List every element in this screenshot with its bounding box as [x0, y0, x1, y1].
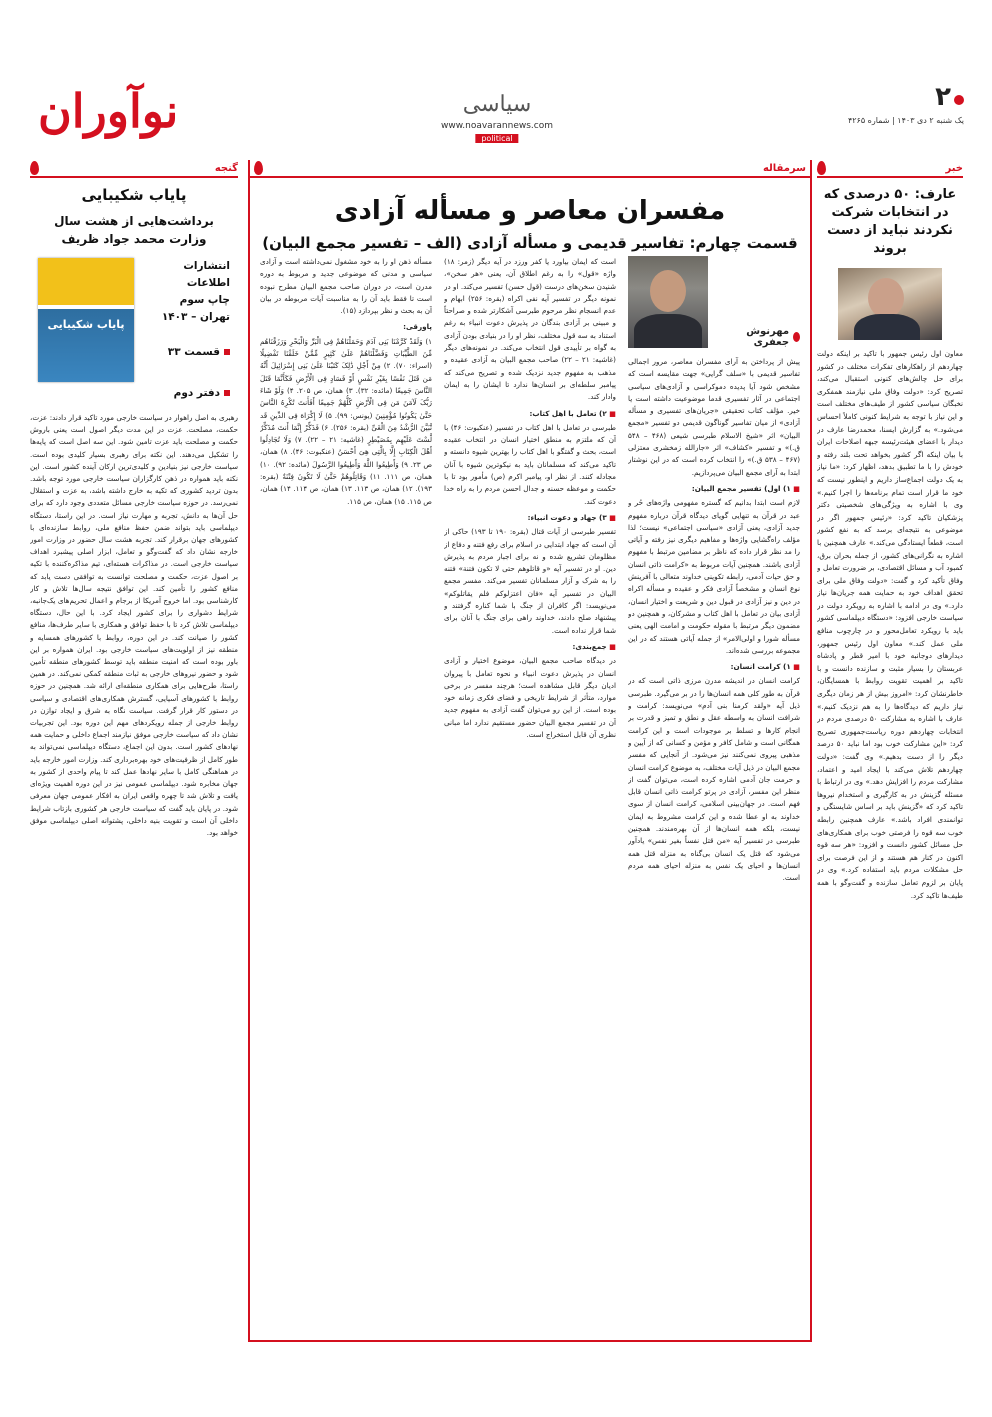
drop-icon [254, 161, 263, 175]
article-column-2 [444, 256, 616, 1330]
section-title: سیاسی [462, 92, 532, 117]
subheading [444, 641, 616, 653]
square-bullet-icon [224, 349, 230, 355]
bullet-icon: ■ [606, 641, 616, 651]
ganjeh-body: رهبری به اصل راهوار در سیاست خارجی مورد تاکید قرار دادند: عزت، حکمت، مصلحت. عزت در این مدت دیگر اصول است یعنی باروش حکمت و مصلحت باید عزت تامین شود. این سه اصل است که پایه‌ها را تشکیل می‌دهند. این نکته برای رهبری بسیار کلیدی بوده است. سیاست خارجی نیز بنیادین و کلیدی‌ترین ارکان آینده کشور است. این نکته باید همواره در ذهن کارگزاران سیاست خارجی مورد توجه باشد. بدون تردید کشوری که تکیه به خارج داشته باشد، به عزت و استقلال نمی‌رسد. در حوزه سیاست خارجی مسائل متعددی وجود دارد که برای حل آن‌ها به دانش، تجربه و مهارت نیاز است. در این راستا، دستگاه دیپلماسی باید بتواند ضمن حفظ منافع ملی، روابط سازنده‌ای با کشورهای جهان برقرار کند. تجربه هشت سال حضور در وزارت امور خارجه نشان داد که گفت‌وگو و تعامل، ابزار اصلی پیشبرد اهداف سیاست خارجی است. در مذاکرات هسته‌ای، تیم مذاکره‌کننده با تکیه بر اصول عزت، حکمت و مصلحت توانست به توافقی دست یابد که منافع کشور را تأمین کند. این توافق نتیجه سال‌ها تلاش و کار کارشناسی بود. اما خروج آمریکا از برجام و اعمال تحریم‌های یک‌جانبه، شرایط دشواری را برای کشور ایجاد کرد. با این حال، دستگاه دیپلماسی تلاش کرد تا با حفظ توافق و همکاری با سایر طرف‌ها، منافع کشور را صیانت کند. در این دوره، روابط با کشورهای همسایه و منطقه نیز از اولویت‌های سیاست خارجی بود. ایران همواره بر این باور بوده است که امنیت منطقه باید توسط کشورهای منطقه تأمین شود و حضور نیروهای خارجی به ثبات منطقه کمکی نمی‌کند. در همین راستا، طرح‌هایی برای همکاری منطقه‌ای ارائه شد. همچنین در حوزه روابط با کشورهای آسیایی، گسترش همکاری‌های اقتصادی و سیاسی در دستور کار قرار گرفت. سیاست نگاه به شرق و ایجاد توازن در روابط خارجی از جمله رویکردهای مهم این دوره بود. این تجربیات نشان داد که سیاست خارجی موفق نیازمند اجماع داخلی و حمایت همه نهادهای کشور است. بدون این اجماع، دستگاه دیپلماسی نمی‌تواند به طور کامل از ظرفیت‌های خود بهره‌برداری کند. وزارت امور خارجه باید در هماهنگی کامل با سایر نهادها عمل کند تا پیام واحدی از کشور به جهان مخابره شود. دیپلماسی عمومی نیز در این دوره اهمیت ویژه‌ای یافت و تلاش شد تا چهره واقعی ایران به افکار عمومی جهان معرفی شود. در پایان باید گفت که سیاست خارجی هر کشوری بازتاب شرایط داخلی آن است و تقویت بنیه داخلی، پشتوانه اصلی دیپلماسی موفق خواهد بود. [30, 413, 238, 837]
red-dot-icon [954, 95, 964, 105]
news-body: معاون اول رئیس جمهور با تاکید بر اینکه دولت چهاردهم از راهکارهای تفکرات مختلف در کشور برای حل چالش‌های کنونی استقبال می‌کند، تصریح کرد: «دولت وفاق ملی نیازمند همفکری نخبگان سیاسی کشور از طیف‌های مختلف است و این نیاز با توجه به شرایط کنونی کاملاً احساس می‌شود.» به گزارش ایسنا، محمدرضا عارف در دیدار با اعضای هیئت‌رئیسه جبهه اصلاحات ایران با بیان اینکه اگر کشور بخواهد تحت بلند رفته و خودش را با ما تطبیق بدهد، اظهار کرد: «ما نیاز به یک دولت اجماع‌ساز داریم و اینطور نیست که خود ما قرار است تمام برنامه‌ها را اجرا کنیم.» وی با اشاره به ویژگی‌های شخصیتی دکتر پزشکیان تاکید کرد: «رئیس جمهور اگر در موضوعی به نتیجه‌ای برسد که به نفع کشور است، قطعاً ایستادگی می‌کند.» عارف همچنین با اشاره به نگرانی‌های کشور، از جمله بحران برق، کمبود آب و مسائل اقتصادی، بر ضرورت تعامل و وفاق تأکید کرد و گفت: «دولت وفاق ملی برای تحقق اهداف خود به حمایت همه جریان‌ها نیاز دارد.» وی در ادامه با اشاره به رویکرد دولت در سیاست خارجی افزود: «دستگاه دیپلماسی کشور باید با رویکرد تعامل‌محور و در چارچوب منافع ملی عمل کند.» معاون اول رئیس جمهور، دیدارهای دوجانبه خود با امیر قطر و پادشاه عربستان را بسیار مثبت و سازنده دانست و با تاکید بر اهمیت تقویت روابط با همسایگان، خاطرنشان کرد: «امروز بیش از هر زمان دیگری نیاز داریم که دیدگاه‌ها را به هم نزدیک کنیم.» عارف با اشاره به مشارکت ۵۰ درصدی مردم در انتخابات چهاردهم دوره ریاست‌جمهوری تصریح کرد: «این مشارکت خوب بود اما نباید ۵۰ درصد دیگر را از دست بدهیم.» وی گفت: «دولت چهاردهم تلاش می‌کند با ایجاد امید و اعتماد، مشارکت مردم را افزایش دهد.» وی در ارتباط با مسئله گزینش در به کارگیری و استخدام نیروها تاکید کرد که «گزینش باید بر اساس شایستگی و توانمندی افراد باشد.» عارف همچنین رابطه خوب سه قوه را فرصتی خوب برای همکاری‌های حل مسائل کشور دانست و افزود: «هر سه قوه اکنون در کنار هم هستند و از این فرصت برای حل مشکلات مردم باید استفاده کرد.» وی در پایان بر لزوم تعامل سازنده و گفت‌وگو با همه طیف‌ها تاکید کرد. [817, 349, 963, 900]
dateline: یک شنبه ۲ دی ۱۴۰۳ | شماره ۴۲۶۵ [847, 116, 964, 125]
news-headline: عارف: ۵۰ درصدی که در انتخابات شرکت نکردند نباید از دست بروند [823, 187, 957, 256]
book-cover-title: پایاب شکیبایی [47, 318, 125, 331]
part-label [142, 344, 230, 361]
square-bullet-icon [224, 390, 230, 396]
author-name-text: مهرنوش جعفری [746, 326, 790, 348]
author-name [708, 326, 800, 348]
subheading [444, 512, 616, 524]
subheading [444, 408, 616, 420]
subheading-text: ۳) جهاد و دعوت انبیاء: [527, 512, 607, 522]
editorial-article [248, 160, 812, 1342]
part-text: قسمت ۳۳ [167, 346, 220, 358]
site-url[interactable]: www.noavarannews.com [441, 121, 553, 131]
publisher: انتشارات اطلاعات [183, 260, 230, 289]
author-body [634, 314, 702, 348]
footnotes: ۱) وَلَقَدْ کَرَّمْنَا بَنِی آدَمَ وَحَمَلْنَاهُمْ فِی الْبَرِّ وَالْبَحْرِ وَرَزَقْنَاهُم مِّنَ الطَّیِّبَاتِ وَفَضَّلْنَاهُمْ عَلَیٰ کَثِیرٍ مِّمَّنْ خَلَقْنَا تَفْضِیلًا (اسراء: ۷۰). ۲) مِنْ أَجْلِ ذَٰلِکَ کَتَبْنَا عَلَیٰ بَنِی إِسْرَائِیلَ أَنَّهُ مَن قَتَلَ نَفْسًا بِغَیْرِ نَفْسٍ أَوْ فَسَادٍ فِی الْأَرْضِ فَکَأَنَّمَا قَتَلَ النَّاسَ جَمِیعًا (مائده: ۳۲). ۳) همان، ص ۲۰۵. ۴) وَلَوْ شَاءَ رَبُّکَ لَآمَنَ مَن فِی الْأَرْضِ کُلُّهُمْ جَمِیعًا أَفَأَنتَ تُکْرِهُ النَّاسَ حَتَّیٰ یَکُونُوا مُؤْمِنِینَ (یونس: ۹۹). ۵) لَا إِکْرَاهَ فِی الدِّینِ قَد تَّبَیَّنَ الرُّشْدُ مِنَ الْغَیِّ (بقره: ۲۵۶). ۶) فَذَکِّرْ إِنَّمَا أَنتَ مُذَکِّرٌ لَّسْتَ عَلَیْهِم بِمُصَیْطِرٍ (غاشیه: ۲۱ – ۲۲). ۷) وَلَا تُجَادِلُوا أَهْلَ الْکِتَابِ إِلَّا بِالَّتِی هِیَ أَحْسَنُ (عنکبوت: ۴۶). ۸) همان، ص ۲۳. ۹) وَأَطِیعُوا اللَّهَ وَأَطِیعُوا الرَّسُولَ (مائده: ۹۲). ۱۰) همان، ص ۱۱۱. ۱۱) وَقَاتِلُوهُمْ حَتَّیٰ لَا تَکُونَ فِتْنَةٌ (بقره: ۱۹۳). ۱۲) همان، ص ۱۱۳. ۱۳) همان، ص ۱۱۴. ۱۴) همان، ص ۱۱۵. ۱۵) همان، ص ۱۱۵. [260, 336, 432, 506]
subheading-text: ۲) تعامل با اهل کتاب: [529, 408, 607, 418]
ganjeh-column [30, 160, 238, 1340]
news-tag [817, 160, 963, 178]
drop-icon [817, 161, 826, 175]
footnotes-heading: پاورقی: [403, 322, 432, 332]
article-paragraph: است که ایمان بیاورد یا کفر ورزد در آیه دیگر (زمر: ۱۸) واژه «قول» را به رغم اطلاق آن، یعنی «هر سخن»، شنیدن سخن‌های درست (قول حسن) تفسیر می‌کند. او در نمونه دیگر در تفسیر آیه نفی اکراه (بقره: ۲۵۶) ابهام و عدم انسجام نظر مرحوم طبرسی آشکارتر شده و صراحتاً و مبینی بر آزادی بندگان در پذیرش دعوت انبیاء به رغم استناد به سه قول مختلف، نظر او را در بنیادی بودن آزادی به گواه بر تأییدی قول انتخاب می‌کند. در نمونه‌های دیگر (غاشیه: ۲۱ – ۲۲) صاحب مجمع البیان به آزادی عقیده و مذهب به مفهوم جدید نزدیک شده و تصریح می‌کند که پیامبر سلطه‌ای بر انسان‌ها ندارد تا ایشان را به ایمان وادار کند. [444, 257, 616, 402]
portrait-body [854, 314, 920, 340]
book-info-row [38, 258, 230, 402]
subheading-text: جمع‌بندی: [572, 641, 607, 651]
article-intro: پیش از پرداختن به آرای مفسران معاصر، مرور اجمالی تفاسیر قدیمی با «سلف گرایی» جهت مقایسه است که مشخص شود آیا پدیده دموکراسی و آزادی‌های سیاسی اجتماعی در آثار تفسیری قدما موضوعیت داشته است یا خیر. مؤلف کتاب تحقیقی «جریان‌های تفسیری و مسأله آزادی» از میان تفاسیر گوناگون قدیمی دو تفسیر «مجمع البیان» اثر «شیخ الاسلام طبرسی شیعی (۴۶۸ – ۵۴۸ ق.)» و تفسیر «کشاف» اثر «جارالله زمخشری معتزلی (۴۶۷ – ۵۳۸ ق.)» را انتخاب کرده است که در این نوشتار ابتدا به آرای مجمع البیان می‌پردازیم. [628, 357, 800, 477]
article-tag-label: سرمقاله [762, 162, 806, 174]
article-paragraph: تفسیر طبرسی از آیات قتال (بقره: ۱۹۰ تا ۱۹۳) حاکی از آن است که جهاد ابتدایی در اسلام برای رفع فتنه و دفاع از مظلومان تشریع شده و نه برای اجبار مردم به پذیرش دین. او در تفسیر آیه «و قاتلوهم حتی لا تکون فتنة» فتنه را به شرک و آزار مسلمانان تفسیر می‌کند. مفسر مجمع البیان در تفسیر آیه «فان اعتزلوکم فلم یقاتلوکم» می‌نویسد: اگر کافران از جنگ با شما کناره گرفتند و پیشنهاد صلح دادند، خداوند راهی برای جنگ با آنان برای شما قرار نداده است. [444, 527, 616, 635]
drop-icon [30, 161, 39, 175]
article-subtitle: قسمت چهارم: تفاسیر قدیمی و مسأله آزادی (الف – تفسیر مجمع البیان) [262, 234, 798, 252]
author-face [650, 270, 686, 312]
subheading [628, 483, 800, 495]
article-paragraph: کرامت انسان در اندیشه مدرن مرزی ذاتی است که در قرآن به طور کلی همه انسان‌ها را در بر می‌گیرد. طبرسی ذیل آیه «ولقد کرمنا بنی آدم» می‌نویسد: کرامت و شرافت انسان به واسطه عقل و نطق و تمیز و قدرت بر انجام کارها و تسلط بر موجودات است و این کرامت همگانی است و شامل کافر و مؤمن و کسانی که از آیین و مذهبی پیروی نمی‌کنند نیز می‌شود. از آنجایی که مفسر مجمع البیان در ذیل آیات مختلف، به موضوع کرامت انسان و حرمت جان آدمی اشاره کرده است، می‌توان گفت از منظر این مفسر، آزادی در پرتو کرامت ذاتی انسان قابل فهم است. در جهان‌بینی اسلامی، کرامت انسان از سوی خداوند به او عطا شده و این کرامت مشروط به ایمان نیست، بلکه همه انسان‌ها از آن بهره‌مندند. همچنین طبرسی در تفسیر آیه «من قتل نفساً بغیر نفس» یادآور می‌شود که قتل یک انسان بی‌گناه به منزله قتل همه انسان‌ها و احیای یک نفس به منزله احیای همه مردم است. [628, 676, 800, 883]
drop-icon [793, 332, 800, 342]
news-tag-label: خبر [945, 162, 963, 174]
ganjeh-tag-label: گنجه [214, 162, 238, 174]
book-title: پایاب شکیبایی [81, 186, 187, 204]
author-box [628, 256, 800, 348]
bullet-icon: ■ [790, 662, 800, 672]
book-info [142, 258, 230, 402]
edition: چاپ سوم [179, 294, 230, 306]
bullet-icon: ■ [606, 408, 616, 418]
section-label [142, 385, 230, 402]
article-tag [250, 160, 810, 178]
article-columns [260, 256, 800, 1330]
article-column-1 [628, 256, 800, 1330]
news-photo [838, 268, 942, 340]
article-paragraph: مسأله ذهن او را به خود مشغول نمی‌داشته است و آزادی سیاسی و مدنی که موضوعی جدید و مربوط به دوره مدرن است، در دوران صاحب مجمع البیان مطرح نبوده است تا فقط باید آن را به مناسبت آیات مربوطه در بیان آن به بحث و نظر بپردازد (۱۵). [260, 257, 432, 316]
page-number: ۲ [935, 82, 964, 112]
article-paragraph: طبرسی در تعامل با اهل کتاب در تفسیر (عنکبوت: ۴۶) با آن که ملتزم به منطق اختیار انسان در انتخاب عقیده است، بحث و گفتگو با اهل کتاب را بهترین شیوه دانسته و تاکید می‌کند که مسلمانان باید به نیکوترین شیوه با آنان مجادله کنند. از نظر او، پیامبر اکرم (ص) مأمور بود تا با حکمت و موعظه حسنه و جدال احسن مردم را به راه خدا دعوت کند. [444, 422, 616, 506]
news-column [817, 160, 963, 1340]
portrait-face [868, 278, 904, 318]
bullet-icon: ■ [790, 483, 800, 493]
author-photo [628, 256, 708, 348]
article-paragraph: در دیدگاه صاحب مجمع البیان، موضوع اختیار و آزادی انسان در پذیرش دعوت انبیاء و نحوه تعامل با پیروان ادیان دیگر قابل مشاهده است؛ هرچند مفسر در برخی موارد، متأثر از شرایط تاریخی و فضای فکری زمانه خود بوده است. از این رو می‌توان گفت آزادی به مفهوم جدید آن در تفسیر مجمع البیان حضور مستقیم ندارد اما مبانی نظری آن قابل استخراج است. [444, 656, 616, 739]
masthead [30, 82, 964, 146]
article-paragraph: لازم است ابتدا بدانیم که گستره مفهومی واژه‌های حُر و عبد در قرآن به تنهایی گویای دیدگاه قرآن درباره مفهوم جدید آزادی، یعنی آزادی «سیاسی اجتماعی» نیست؛ لذا مؤلف راه‌گشایی واژه‌ها و مفاهیم دیگری نیز رفته و آیاتی را مد نظر قرار داده که ناظر بر مضامین مرتبط با مفهوم آزادی باشند. همچنین آیات مربوط به «کرامت ذاتی انسان و حق حیات آدمی، رابطه تکوینی خداوند متعالی با آفرینش نوع انسان و مشخصاً آزادی فکر و عقیده و مسأله اکراه در دین و نیز آزادی در قبول دین و شریعت و اختیار انسان، آزادی بیان در تعامل با اهل کتاب و مشرکان، و همچنین دو مضمون دیگر مرتبط با مقوله حکومت و امامت الهی یعنی مسأله شورا و اولی‌الامر» از جمله آیاتی هستند که در این مجموعه بررسی شده‌اند. [628, 498, 800, 655]
book-subtitle: برداشت‌هایی از هشت سال وزارت محمد جواد ظریف [54, 214, 214, 246]
section-en-label: political [475, 134, 518, 143]
section-text: دفتر دوم [173, 387, 220, 399]
place-year: تهران – ۱۴۰۳ [161, 311, 230, 323]
book-cover-image [38, 258, 134, 382]
subheading-text: ۱) اول) تفسیر مجمع البیان: [691, 483, 791, 493]
subheading [628, 661, 800, 673]
bullet-icon: ■ [606, 512, 616, 522]
article-column-3 [260, 256, 432, 1330]
article-title: مفسران معاصر و مسأله آزادی [334, 196, 726, 226]
subheading-text: ۱) کرامت انسان: [730, 662, 791, 672]
newspaper-logo: نوآوران [38, 84, 179, 138]
ganjeh-tag [30, 160, 238, 178]
